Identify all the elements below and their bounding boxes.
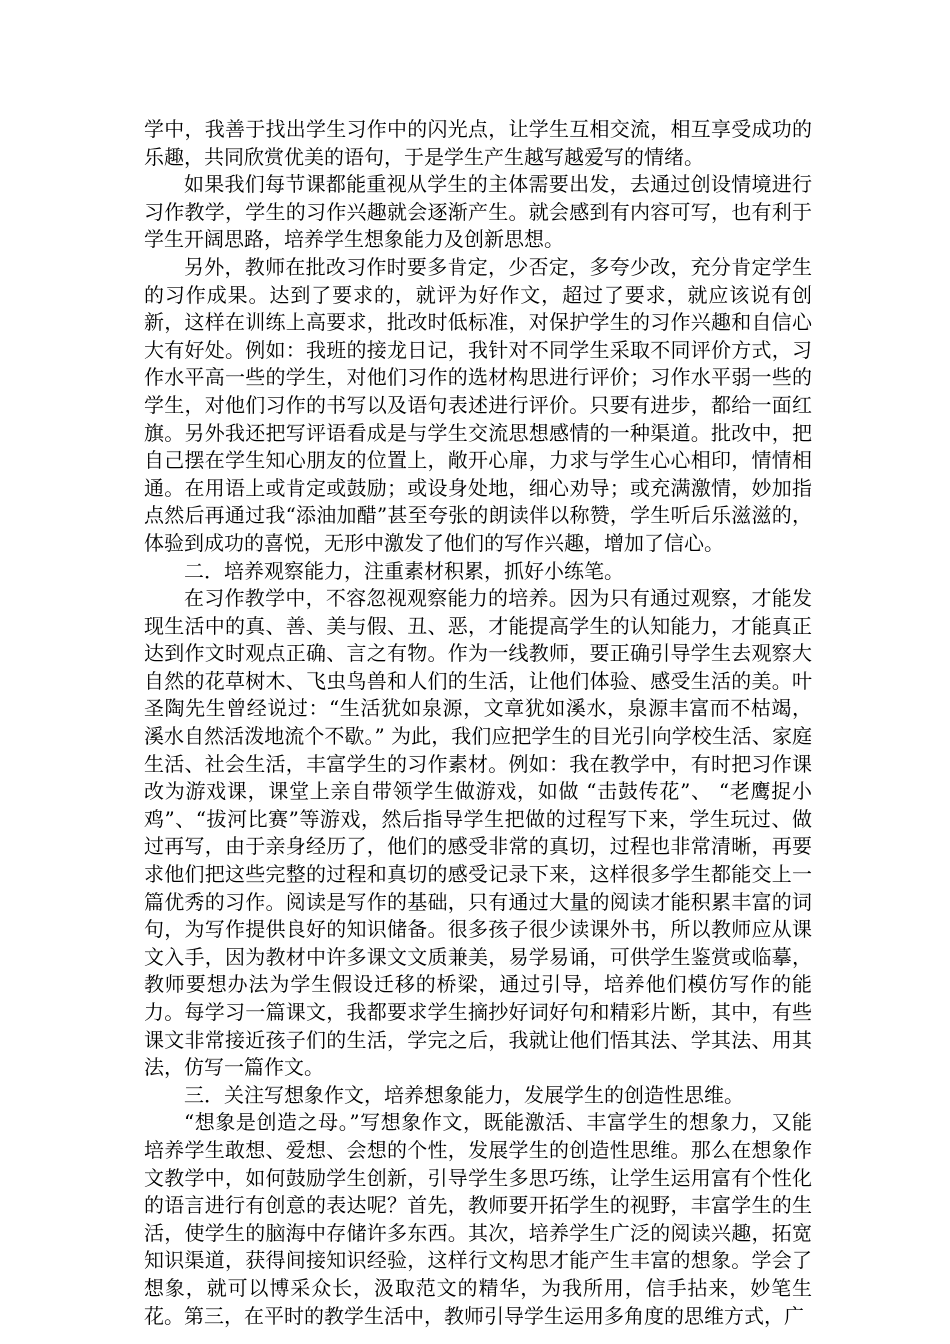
- paragraph-continuation: 学中，我善于找出学生习作中的闪光点，让学生互相交流，相互享受成功的乐趣，共同欣赏优美的语句，于是学生产生越写越爱写的情绪。: [144, 117, 812, 169]
- paragraph-observation-ability: 在习作教学中，不容忽视观察能力的培养。因为只有通过观察，才能发现生活中的真、善、美与假、丑、恶，才能提高学生的认知能力，才能真正达到作文时观点正确、言之有物。作为一线教师，要正确引导学生去观察大自然的花草树木、飞虫鸟兽和人们的生活，让他们体验、感受生活的美。叶圣陶先生曾经说过：“生活犹如泉源，文章犹如溪水，泉源丰富而不枯竭，溪水自然活泼地流个不歇。” 为此，我们应把学生的目光引向学校生活、家庭生活、社会生活，丰富学生的习作素材。例如：我在教学中，有时把习作课改为游戏课，课堂上亲自带领学生做游戏，如做 “击鼓传花”、 “老鹰捉小鸡”、“拔河比赛”等游戏，然后指导学生把做的过程写下来，学生玩过、做过再写，由于亲身经历了，他们的感受非常的真切，过程也非常清晰，再要求他们把这些完整的过程和真切的感受记录下来，这样很多学生都能交上一篇优秀的习作。阅读是写作的基础，只有通过大量的阅读才能积累丰富的词句，为写作提供良好的知识储备。很多孩子很少读课外书，所以教师应从课文入手，因为教材中许多课文文质兼美，易学易诵，可供学生鉴赏或临摹，教师要想办法为学生假设迁移的桥梁，通过引导，培养他们模仿写作的能力。每学习一篇课文，我都要求学生摘抄好词好句和精彩片断，其中，有些课文非常接近孩子们的生活，学完之后，我就让他们悟其法、学其法、用其法，仿写一篇作文。: [144, 586, 812, 1080]
- paragraph-situational-teaching: 如果我们每节课都能重视从学生的主体需要出发，去通过创设情境进行习作教学，学生的习作兴趣就会逐渐产生。就会感到有内容可写，也有利于学生开阔思路，培养学生想象能力及创新思想。: [144, 172, 812, 252]
- document-body: [144, 116, 812, 1330]
- section-heading-observation: 二．培养观察能力，注重素材积累，抓好小练笔。: [184, 558, 624, 583]
- paragraph-imagination-writing: “想象是创造之母。”写想象作文，既能激活、丰富学生的想象力，又能培养学生敢想、爱想、会想的个性，发展学生的创造性思维。那么在想象作文教学中，如何鼓励学生创新，引导学生多思巧练，让学生运用富有个性化的语言进行有创意的表达呢？首先，教师要开拓学生的视野，丰富学生的生活，使学生的脑海中存储许多东西。其次，培养学生广泛的阅读兴趣，拓宽知识渠道，获得间接知识经验，这样行文构思才能产生丰富的想象。学会了想象，就可以博采众长，汲取范文的精华，为我所用，信手拈来，妙笔生花。第三，在平时的教学生活中，教师引导学生运用多角度的思维方式，广: [144, 1110, 812, 1328]
- section-heading-imagination: 三．关注写想象作文，培养想象能力，发展学生的创造性思维。: [184, 1082, 744, 1107]
- paragraph-grading-feedback: 另外，教师在批改习作时要多肯定，少否定，多夸少改，充分肯定学生的习作成果。达到了要求的，就评为好作文，超过了要求，就应该说有创新，这样在训练上高要求，批改时低标准，对保护学生的习作兴趣和自信心大有好处。例如：我班的接龙日记，我针对不同学生采取不同评价方式，习作水平高一些的学生，对他们习作的选材构思进行评价；习作水平弱一些的学生，对他们习作的书写以及语句表述进行评价。只要有进步，都给一面红旗。另外我还把写评语看成是与学生交流思想感情的一种渠道。批改中，把自己摆在学生知心朋友的位置上，敞开心扉，力求与学生心心相印，情情相通。在用语上或肯定或鼓励；或设身处地，细心劝导；或充满激情，妙加指点然后再通过我“添油加醋”甚至夸张的朗读伴以称赞，学生听后乐滋滋的，体验到成功的喜悦，无形中激发了他们的写作兴趣，增加了信心。: [144, 254, 812, 555]
